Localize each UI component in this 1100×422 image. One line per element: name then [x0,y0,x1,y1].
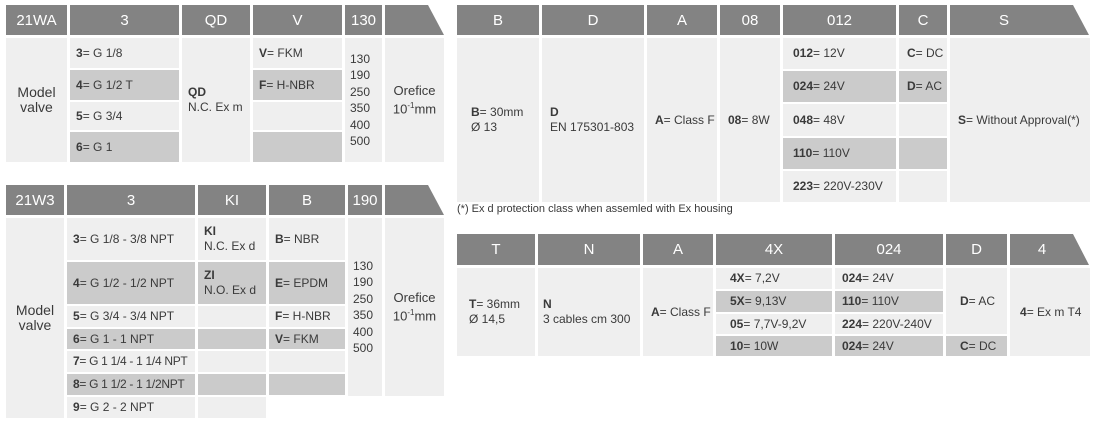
header-cell: D [946,234,1007,265]
header-cell: 130 [345,5,382,35]
connection-row: 5 = G 3/4 - 3/4 NPT [67,306,195,327]
voltage-row: 024 = 24V [835,268,943,289]
voltage-row: 048 = 48V [783,104,896,136]
header-cell: 21WA [6,5,67,35]
header-cell: A [647,5,717,35]
connection-row: 3 = G 1/8 [70,38,179,68]
voltage-row: 012 = 12V [783,38,896,69]
power-row: 05 = 7,7V-9,2V [716,314,832,334]
connection-row: 4 = G 1/2 T [70,70,179,100]
seal-row-empty [269,351,345,372]
header-cell: KI [198,185,266,215]
connection-row: 9 = G 2 - 2 NPT [67,397,195,418]
type-row-empty [198,397,266,418]
header-cell: QD [182,5,250,35]
header-arrow [385,185,445,215]
orifice-list: 130 190 250 350 400 500 [348,218,382,396]
footnote: (*) Ex d protection class when assemled with Ex housing [457,203,733,215]
approval: S = Without Approval(*) [950,38,1090,202]
current-row-empty [899,104,947,136]
header-cell: 4 [1037,241,1047,258]
header-cell: 3 [70,5,179,35]
current-row: D = AC [946,268,1007,334]
header-cell: 3 [67,185,195,215]
current-row-empty [899,171,947,202]
voltage-row: 224 = 220V-240V [835,314,943,334]
connection-row: 8 = G 1 1/2 - 1 1/2NPT [67,374,195,395]
header-cell: B [269,185,345,215]
header-cell: T [457,234,535,265]
voltage-row: 024 = 24V [783,71,896,102]
header-cell: 08 [720,5,780,35]
voltage-row: 110 = 110V [783,138,896,169]
type-row-empty [198,329,266,349]
seal-row: E = EPDM [269,262,345,304]
header-cell: 4X [716,234,832,265]
seal-row: B = NBR [269,218,345,260]
current-row: D = AC [899,71,947,102]
seal-row: F = H-NBR [253,70,342,100]
orifice-label: Orefice $10^{-1}mm$ [385,218,444,396]
header-cell: 012 [783,5,896,35]
connection-row: 6 = G 1 - 1 NPT [67,329,195,349]
ex-protection: 4 = Ex m T4 [1010,268,1090,356]
power-row: 4X = 7,2V [716,268,832,289]
header-cell: C [899,5,947,35]
insulation-class: A = Class F [643,268,713,356]
type-row-empty [198,306,266,327]
connection-row: 3 = G 1/8 - 3/8 NPT [67,218,195,260]
connector-type: D EN 175301-803 [542,38,644,202]
header-cell: 190 [348,185,382,215]
seal-row: V = FKM [269,329,345,349]
orifice-list: 130 190 250 350 400 500 [345,38,382,162]
connection-row: 5 = G 3/4 [70,102,179,130]
seal-row: V = FKM [253,38,342,68]
qd-type: QD N.C. Ex m [182,38,250,162]
header-cell: D [542,5,644,35]
header-cell: N [538,234,640,265]
seal-row: F = H-NBR [269,306,345,327]
model-valve-label: Model valve [6,218,64,418]
header-cell: A [643,234,713,265]
body-size: T= 36mm Ø 14,5 [457,268,535,356]
insulation-class: A = Class F [647,38,717,202]
voltage-row: 223 = 220V-230V [783,171,896,202]
model-valve-label: Model valve [6,38,67,162]
voltage-row: 110 = 110V [835,291,943,312]
type-row-empty [198,351,266,372]
power-row: 10 = 10W [716,336,832,356]
type-row: ZI N.O. Ex d [198,262,266,304]
header-arrow [385,5,445,35]
type-row-empty [198,374,266,395]
seal-row-empty [253,102,342,130]
current-row: C = DC [899,38,947,69]
header-cell: V [253,5,342,35]
type-row: KI N.C. Ex d [198,218,266,260]
header-cell: B [457,5,539,35]
body-size: B= 30mm Ø 13 [457,38,539,202]
voltage-row: 024 = 24V [835,336,943,356]
seal-row-empty [269,374,345,395]
header-cell: 024 [835,234,943,265]
power-rating: 08 = 8W [720,38,780,202]
current-row: C = DC [946,336,1007,356]
current-row-empty [899,138,947,169]
connection-row: 7 = G 1 1/4 - 1 1/4 NPT [67,351,195,372]
orifice-label: Orefice $10^{-1}mm$ [385,38,444,162]
power-row: 5X = 9,13V [716,291,832,312]
connection-row: 6 = G 1 [70,132,179,162]
header-cell: 21W3 [6,185,64,215]
seal-row-empty [253,132,342,162]
connection-row: 4 = G 1/2 - 1/2 NPT [67,262,195,304]
cable-type: N 3 cables cm 300 [538,268,640,356]
header-cell: S [998,11,1009,29]
